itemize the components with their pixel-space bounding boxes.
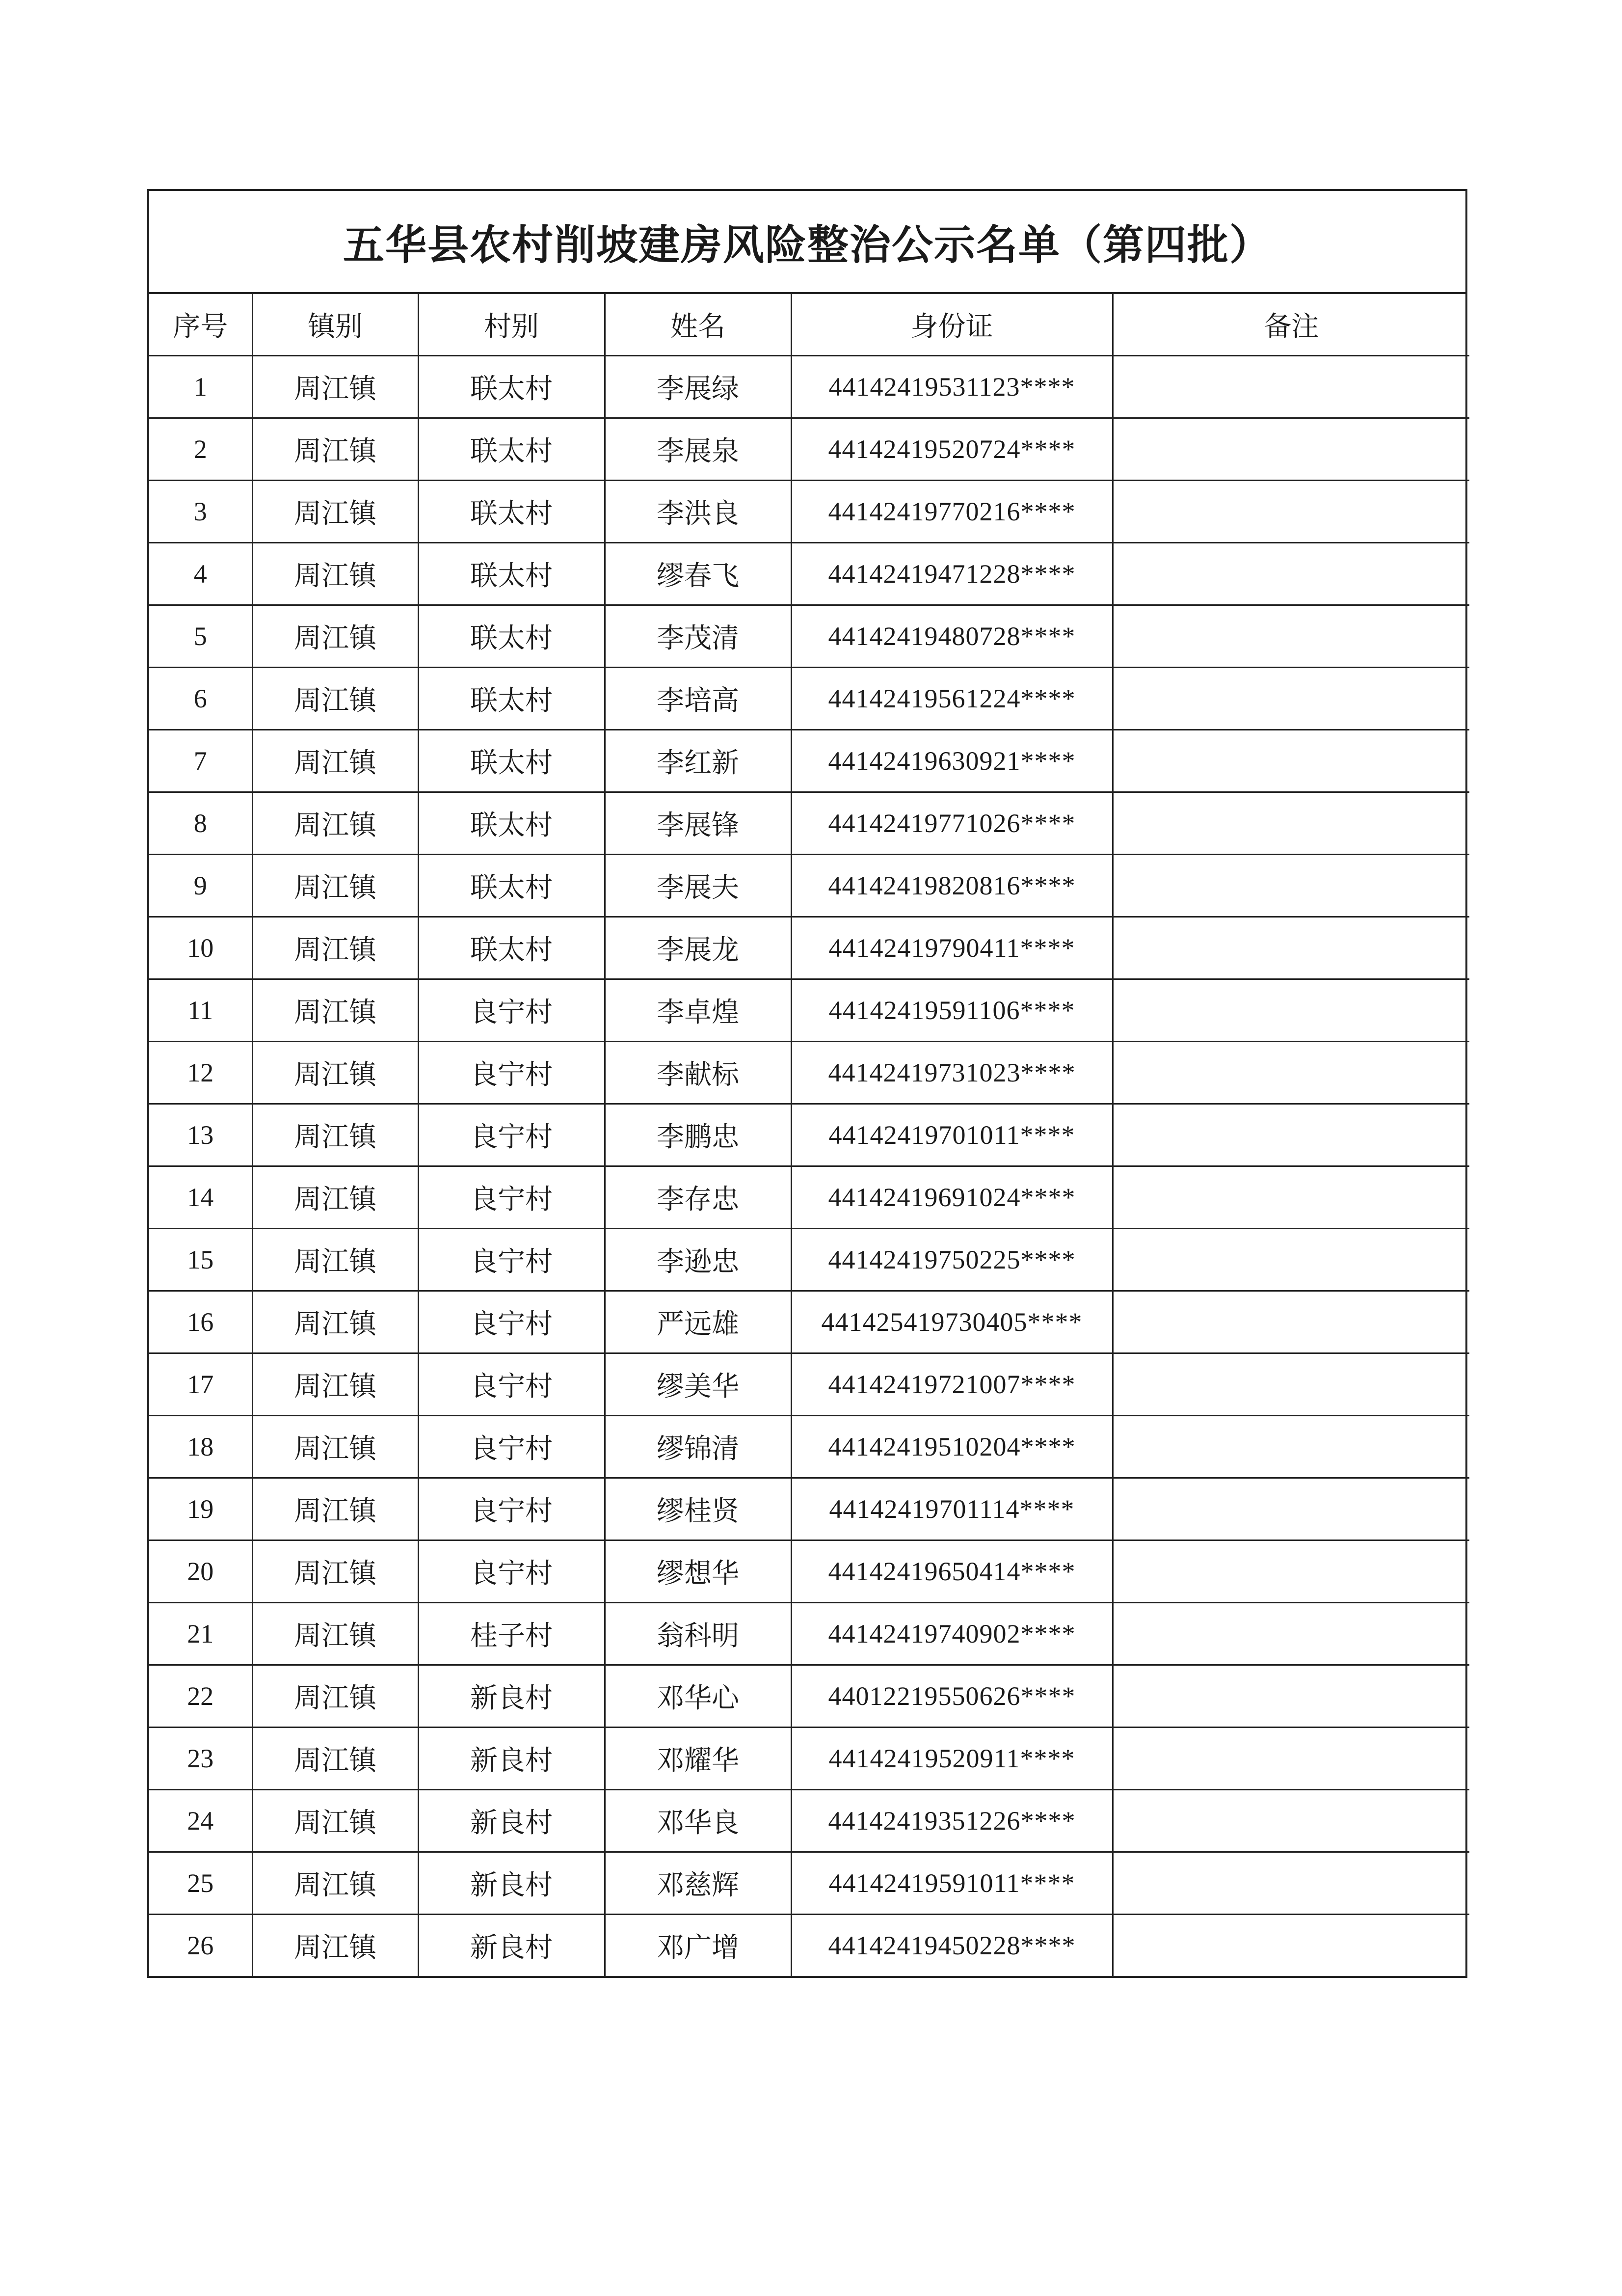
header-seq: 序号 bbox=[149, 294, 252, 356]
document-table-frame bbox=[147, 189, 1467, 1978]
cell-town: 周江镇 bbox=[252, 356, 418, 418]
table-row bbox=[149, 1416, 1469, 1478]
table-row bbox=[149, 979, 1469, 1042]
cell-village: 联太村 bbox=[418, 730, 605, 792]
cell-name: 李存忠 bbox=[605, 1166, 791, 1229]
table-body bbox=[149, 356, 1469, 1976]
cell-name: 李展锋 bbox=[605, 792, 791, 855]
cell-remark bbox=[1113, 1353, 1469, 1416]
cell-remark bbox=[1113, 481, 1469, 543]
cell-seq: 12 bbox=[149, 1042, 252, 1104]
cell-id-card: 44142419450228**** bbox=[791, 1915, 1113, 1976]
cell-seq: 23 bbox=[149, 1728, 252, 1790]
cell-seq: 22 bbox=[149, 1665, 252, 1728]
cell-remark bbox=[1113, 917, 1469, 979]
cell-name: 邓慈辉 bbox=[605, 1852, 791, 1915]
cell-remark bbox=[1113, 543, 1469, 605]
cell-seq: 13 bbox=[149, 1104, 252, 1166]
cell-id-card: 44142419351226**** bbox=[791, 1790, 1113, 1852]
cell-remark bbox=[1113, 1416, 1469, 1478]
cell-name: 李红新 bbox=[605, 730, 791, 792]
cell-seq: 7 bbox=[149, 730, 252, 792]
cell-remark bbox=[1113, 1603, 1469, 1665]
cell-town: 周江镇 bbox=[252, 1353, 418, 1416]
cell-id-card: 44142419510204**** bbox=[791, 1416, 1113, 1478]
cell-town: 周江镇 bbox=[252, 1603, 418, 1665]
cell-remark bbox=[1113, 792, 1469, 855]
table-row bbox=[149, 1790, 1469, 1852]
cell-village: 新良村 bbox=[418, 1728, 605, 1790]
cell-seq: 10 bbox=[149, 917, 252, 979]
cell-remark bbox=[1113, 356, 1469, 418]
cell-village: 良宁村 bbox=[418, 979, 605, 1042]
cell-town: 周江镇 bbox=[252, 481, 418, 543]
cell-village: 良宁村 bbox=[418, 1229, 605, 1291]
cell-seq: 25 bbox=[149, 1852, 252, 1915]
table-row bbox=[149, 543, 1469, 605]
cell-village: 联太村 bbox=[418, 855, 605, 917]
cell-remark bbox=[1113, 1540, 1469, 1603]
table-row bbox=[149, 1104, 1469, 1166]
cell-village: 良宁村 bbox=[418, 1104, 605, 1166]
cell-name: 李献标 bbox=[605, 1042, 791, 1104]
cell-remark bbox=[1113, 1790, 1469, 1852]
cell-village: 联太村 bbox=[418, 605, 605, 668]
table-row bbox=[149, 1478, 1469, 1540]
cell-town: 周江镇 bbox=[252, 979, 418, 1042]
table-row bbox=[149, 792, 1469, 855]
cell-village: 联太村 bbox=[418, 792, 605, 855]
cell-name: 翁科明 bbox=[605, 1603, 791, 1665]
cell-seq: 9 bbox=[149, 855, 252, 917]
cell-remark bbox=[1113, 1042, 1469, 1104]
cell-village: 新良村 bbox=[418, 1852, 605, 1915]
cell-seq: 18 bbox=[149, 1416, 252, 1478]
cell-seq: 1 bbox=[149, 356, 252, 418]
cell-village: 良宁村 bbox=[418, 1478, 605, 1540]
cell-remark bbox=[1113, 1291, 1469, 1353]
cell-id-card: 44142419691024**** bbox=[791, 1166, 1113, 1229]
cell-village: 桂子村 bbox=[418, 1603, 605, 1665]
cell-id-card: 44012219550626**** bbox=[791, 1665, 1113, 1728]
header-id-card: 身份证 bbox=[791, 294, 1113, 356]
header-remark: 备注 bbox=[1113, 294, 1469, 356]
cell-remark bbox=[1113, 668, 1469, 730]
cell-remark bbox=[1113, 1728, 1469, 1790]
cell-seq: 19 bbox=[149, 1478, 252, 1540]
cell-town: 周江镇 bbox=[252, 605, 418, 668]
cell-id-card: 44142419561224**** bbox=[791, 668, 1113, 730]
cell-name: 缪想华 bbox=[605, 1540, 791, 1603]
cell-remark bbox=[1113, 1104, 1469, 1166]
cell-seq: 15 bbox=[149, 1229, 252, 1291]
table-row bbox=[149, 356, 1469, 418]
cell-name: 严远雄 bbox=[605, 1291, 791, 1353]
table-row bbox=[149, 1603, 1469, 1665]
table-row bbox=[149, 481, 1469, 543]
cell-village: 新良村 bbox=[418, 1665, 605, 1728]
cell-town: 周江镇 bbox=[252, 792, 418, 855]
cell-id-card: 44142419731023**** bbox=[791, 1042, 1113, 1104]
cell-town: 周江镇 bbox=[252, 1540, 418, 1603]
table-header-row bbox=[149, 294, 1469, 356]
cell-town: 周江镇 bbox=[252, 1852, 418, 1915]
cell-id-card: 44142419630921**** bbox=[791, 730, 1113, 792]
cell-id-card: 44142419520911**** bbox=[791, 1728, 1113, 1790]
cell-remark bbox=[1113, 418, 1469, 481]
cell-town: 周江镇 bbox=[252, 1291, 418, 1353]
cell-town: 周江镇 bbox=[252, 418, 418, 481]
table-row bbox=[149, 668, 1469, 730]
cell-village: 良宁村 bbox=[418, 1166, 605, 1229]
cell-name: 邓广增 bbox=[605, 1915, 791, 1976]
cell-seq: 17 bbox=[149, 1353, 252, 1416]
cell-village: 良宁村 bbox=[418, 1353, 605, 1416]
cell-name: 李茂清 bbox=[605, 605, 791, 668]
cell-id-card: 44142419740902**** bbox=[791, 1603, 1113, 1665]
cell-remark bbox=[1113, 605, 1469, 668]
cell-village: 新良村 bbox=[418, 1790, 605, 1852]
cell-id-card: 44142419471228**** bbox=[791, 543, 1113, 605]
cell-village: 良宁村 bbox=[418, 1042, 605, 1104]
cell-town: 周江镇 bbox=[252, 543, 418, 605]
cell-village: 联太村 bbox=[418, 543, 605, 605]
table-row bbox=[149, 1915, 1469, 1976]
table-row bbox=[149, 1291, 1469, 1353]
cell-name: 缪锦清 bbox=[605, 1416, 791, 1478]
cell-village: 良宁村 bbox=[418, 1540, 605, 1603]
cell-town: 周江镇 bbox=[252, 1166, 418, 1229]
cell-id-card: 44142419701114**** bbox=[791, 1478, 1113, 1540]
cell-seq: 20 bbox=[149, 1540, 252, 1603]
cell-village: 联太村 bbox=[418, 668, 605, 730]
cell-remark bbox=[1113, 730, 1469, 792]
cell-name: 邓华良 bbox=[605, 1790, 791, 1852]
table-row bbox=[149, 605, 1469, 668]
cell-id-card: 44142419721007**** bbox=[791, 1353, 1113, 1416]
table-row bbox=[149, 1852, 1469, 1915]
cell-id-card: 44142419770216**** bbox=[791, 481, 1113, 543]
cell-seq: 8 bbox=[149, 792, 252, 855]
cell-id-card: 44142419701011**** bbox=[791, 1104, 1113, 1166]
cell-id-card: 44142419531123**** bbox=[791, 356, 1113, 418]
title-row bbox=[149, 191, 1465, 294]
cell-remark bbox=[1113, 1852, 1469, 1915]
cell-seq: 6 bbox=[149, 668, 252, 730]
cell-town: 周江镇 bbox=[252, 1915, 418, 1976]
cell-town: 周江镇 bbox=[252, 855, 418, 917]
table-row bbox=[149, 917, 1469, 979]
table-row bbox=[149, 1353, 1469, 1416]
table-row bbox=[149, 1166, 1469, 1229]
cell-town: 周江镇 bbox=[252, 917, 418, 979]
cell-town: 周江镇 bbox=[252, 1042, 418, 1104]
cell-town: 周江镇 bbox=[252, 1665, 418, 1728]
table-row bbox=[149, 418, 1469, 481]
cell-town: 周江镇 bbox=[252, 730, 418, 792]
list-table bbox=[149, 294, 1469, 1976]
cell-seq: 2 bbox=[149, 418, 252, 481]
header-name: 姓名 bbox=[605, 294, 791, 356]
cell-town: 周江镇 bbox=[252, 668, 418, 730]
table-row bbox=[149, 1665, 1469, 1728]
cell-id-card: 441425419730405**** bbox=[791, 1291, 1113, 1353]
cell-name: 李展绿 bbox=[605, 356, 791, 418]
cell-town: 周江镇 bbox=[252, 1790, 418, 1852]
cell-remark bbox=[1113, 1665, 1469, 1728]
cell-seq: 5 bbox=[149, 605, 252, 668]
cell-town: 周江镇 bbox=[252, 1104, 418, 1166]
cell-id-card: 44142419591106**** bbox=[791, 979, 1113, 1042]
cell-name: 李鹏忠 bbox=[605, 1104, 791, 1166]
cell-seq: 16 bbox=[149, 1291, 252, 1353]
cell-seq: 4 bbox=[149, 543, 252, 605]
table-row bbox=[149, 730, 1469, 792]
table-row bbox=[149, 1728, 1469, 1790]
cell-village: 联太村 bbox=[418, 418, 605, 481]
cell-name: 李洪良 bbox=[605, 481, 791, 543]
cell-id-card: 44142419750225**** bbox=[791, 1229, 1113, 1291]
cell-name: 缪美华 bbox=[605, 1353, 791, 1416]
cell-seq: 21 bbox=[149, 1603, 252, 1665]
cell-id-card: 44142419591011**** bbox=[791, 1852, 1113, 1915]
cell-id-card: 44142419820816**** bbox=[791, 855, 1113, 917]
cell-remark bbox=[1113, 1166, 1469, 1229]
cell-village: 联太村 bbox=[418, 356, 605, 418]
table-row bbox=[149, 1540, 1469, 1603]
page-title: 五华县农村削坡建房风险整治公示名单（第四批） bbox=[343, 220, 1272, 269]
cell-remark bbox=[1113, 1229, 1469, 1291]
cell-name: 李培高 bbox=[605, 668, 791, 730]
cell-id-card: 44142419480728**** bbox=[791, 605, 1113, 668]
cell-remark bbox=[1113, 979, 1469, 1042]
table-row bbox=[149, 1229, 1469, 1291]
cell-remark bbox=[1113, 855, 1469, 917]
cell-name: 李展夫 bbox=[605, 855, 791, 917]
cell-village: 良宁村 bbox=[418, 1416, 605, 1478]
cell-name: 李展泉 bbox=[605, 418, 791, 481]
cell-village: 良宁村 bbox=[418, 1291, 605, 1353]
cell-village: 新良村 bbox=[418, 1915, 605, 1976]
cell-id-card: 44142419790411**** bbox=[791, 917, 1113, 979]
cell-name: 李逊忠 bbox=[605, 1229, 791, 1291]
table-row bbox=[149, 855, 1469, 917]
header-village: 村别 bbox=[418, 294, 605, 356]
cell-seq: 26 bbox=[149, 1915, 252, 1976]
cell-name: 邓耀华 bbox=[605, 1728, 791, 1790]
cell-town: 周江镇 bbox=[252, 1478, 418, 1540]
cell-village: 联太村 bbox=[418, 481, 605, 543]
cell-id-card: 44142419771026**** bbox=[791, 792, 1113, 855]
cell-name: 李卓煌 bbox=[605, 979, 791, 1042]
header-town: 镇别 bbox=[252, 294, 418, 356]
cell-id-card: 44142419650414**** bbox=[791, 1540, 1113, 1603]
cell-seq: 14 bbox=[149, 1166, 252, 1229]
cell-name: 缪桂贤 bbox=[605, 1478, 791, 1540]
cell-remark bbox=[1113, 1915, 1469, 1976]
cell-name: 邓华心 bbox=[605, 1665, 791, 1728]
cell-town: 周江镇 bbox=[252, 1416, 418, 1478]
cell-seq: 11 bbox=[149, 979, 252, 1042]
cell-seq: 24 bbox=[149, 1790, 252, 1852]
cell-id-card: 44142419520724**** bbox=[791, 418, 1113, 481]
cell-name: 缪春飞 bbox=[605, 543, 791, 605]
cell-remark bbox=[1113, 1478, 1469, 1540]
cell-town: 周江镇 bbox=[252, 1728, 418, 1790]
cell-village: 联太村 bbox=[418, 917, 605, 979]
cell-name: 李展龙 bbox=[605, 917, 791, 979]
cell-seq: 3 bbox=[149, 481, 252, 543]
cell-town: 周江镇 bbox=[252, 1229, 418, 1291]
table-row bbox=[149, 1042, 1469, 1104]
